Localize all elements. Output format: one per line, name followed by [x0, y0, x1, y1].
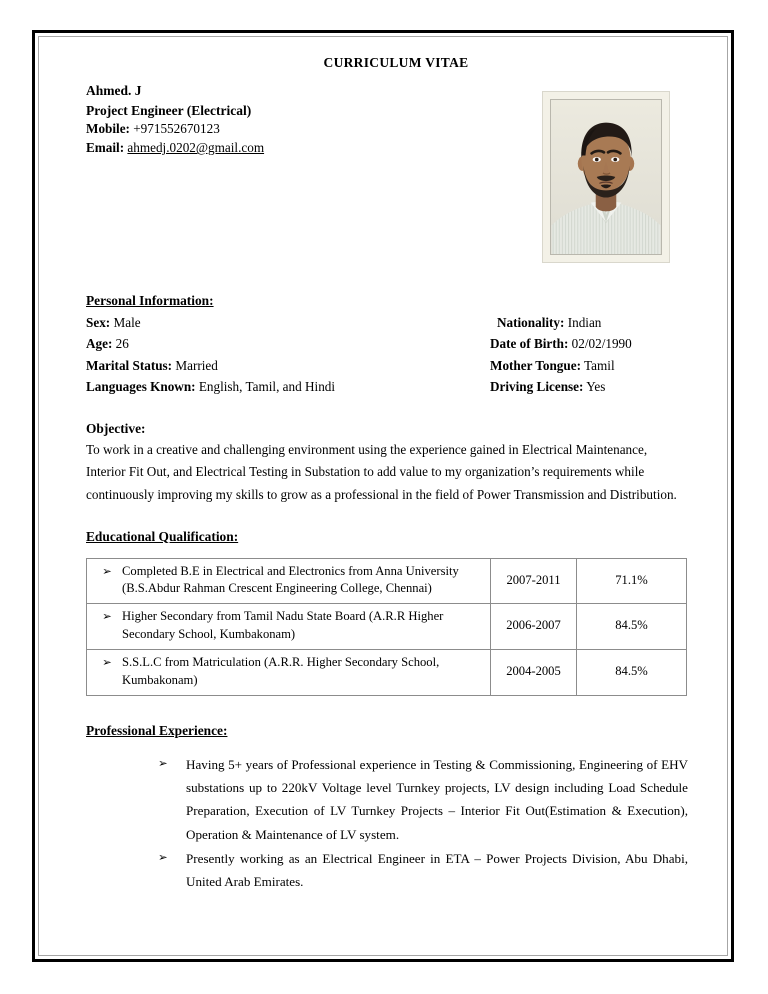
personal-info-row — [86, 312, 688, 333]
personal-info-left — [86, 376, 490, 397]
header-block — [86, 81, 688, 263]
table-row — [87, 558, 687, 604]
arrow-bullet-icon: ➢ — [102, 609, 112, 624]
personal-info-right — [490, 312, 688, 333]
mother-tongue-value: Tamil — [584, 357, 615, 373]
nationality-value: Indian — [567, 315, 602, 330]
personal-info-left — [86, 312, 490, 333]
education-years-cell: 2007-2011 — [491, 558, 577, 604]
experience-item-text: Presently working as an Electrical Engineer in ETA – Power Projects Division, Abu Dhabi, United Arab Emirates. — [186, 851, 688, 890]
education-percentage-cell: 71.1% — [577, 558, 687, 604]
education-section — [86, 529, 688, 696]
candidate-name: Ahmed. J — [86, 83, 142, 98]
languages-label: Languages Known: — [86, 379, 196, 395]
portrait-illustration — [551, 100, 661, 254]
age-value: 26 — [115, 336, 129, 352]
education-years-cell: 2006-2007 — [491, 604, 577, 650]
arrow-bullet-icon: ➢ — [102, 563, 112, 578]
mobile-label: Mobile: — [86, 121, 130, 137]
education-percentage-cell: 84.5% — [577, 650, 687, 696]
education-table — [86, 558, 687, 696]
objective-text: To work in a creative and challenging environment using the experience gained in Electrical Maintenance, Interior Fit Out, and Electrical Testing in Substation to add value to my organization’s requirements while continuously improving my skills to grow as a professional in the field of Power Transmission and Distribution. — [86, 441, 677, 502]
education-description: Completed B.E in Electrical and Electronics from Anna University (B.S.Abdur Rahman Crescent Engineering College, Chennai) — [122, 563, 459, 596]
personal-information-rows — [86, 312, 688, 398]
list-item — [158, 847, 688, 894]
personal-information-heading: Personal Information: — [86, 293, 214, 308]
experience-heading: Professional Experience: — [86, 722, 228, 738]
marital-status-value: Married — [175, 357, 218, 373]
mobile-value: +971552670123 — [133, 121, 220, 137]
education-heading: Educational Qualification: — [86, 528, 239, 544]
personal-info-row — [86, 376, 688, 397]
experience-list — [86, 753, 688, 894]
education-description: Higher Secondary from Tamil Nadu State Board (A.R.R Higher Secondary School, Kumbakonam) — [122, 609, 444, 642]
personal-info-left — [86, 333, 490, 354]
arrow-bullet-icon: ➢ — [158, 850, 168, 865]
personal-info-right — [490, 376, 688, 397]
dob-value: 02/02/1990 — [571, 336, 632, 352]
education-description-cell — [87, 558, 491, 604]
email-label: Email: — [86, 140, 125, 156]
nationality-label: Nationality: — [497, 315, 565, 330]
personal-info-right — [490, 355, 688, 376]
email-value[interactable]: ahmedj.0202@gmail.com — [127, 140, 265, 156]
arrow-bullet-icon: ➢ — [102, 655, 112, 670]
identity-block — [86, 81, 506, 158]
photo-frame — [542, 91, 670, 263]
objective-section — [86, 421, 688, 507]
sex-value: Male — [113, 315, 141, 330]
personal-information-section — [86, 293, 688, 398]
table-row — [87, 604, 687, 650]
personal-info-row — [86, 355, 688, 376]
personal-info-row — [86, 333, 688, 354]
education-percentage-cell: 84.5% — [577, 604, 687, 650]
personal-info-right — [490, 333, 688, 354]
experience-section — [86, 723, 688, 894]
arrow-bullet-icon: ➢ — [158, 755, 168, 770]
candidate-role: Project Engineer (Electrical) — [86, 102, 252, 118]
education-years-cell: 2004-2005 — [491, 650, 577, 696]
objective-heading: Objective: — [86, 420, 146, 436]
education-description-cell — [87, 604, 491, 650]
sex-label: Sex: — [86, 315, 111, 330]
candidate-name-line — [86, 81, 506, 101]
mobile-line — [86, 120, 506, 139]
languages-value: English, Tamil, and Hindi — [198, 379, 336, 395]
candidate-photo — [550, 99, 662, 255]
document-content — [86, 55, 688, 895]
mother-tongue-label: Mother Tongue: — [490, 357, 581, 373]
dob-label: Date of Birth: — [490, 336, 569, 352]
education-description-cell — [87, 650, 491, 696]
candidate-role-line — [86, 101, 506, 121]
age-label: Age: — [86, 336, 113, 352]
driving-license-label: Driving License: — [490, 379, 584, 395]
table-row — [87, 650, 687, 696]
experience-item-text: Having 5+ years of Professional experience in Testing & Commissioning, Engineering of EHV substations up to 220kV Voltage level Turnkey projects, LV design including Load Schedule Preparation, Execution of LV Turnkey Projects – Interior Fit Out(Estimation & Execution), Operation & Maintenance of LV system. — [186, 756, 688, 842]
marital-status-label: Marital Status: — [86, 357, 173, 373]
page-title: CURRICULUM VITAE — [323, 55, 469, 70]
personal-info-left — [86, 355, 490, 376]
list-item — [158, 753, 688, 846]
education-description: S.S.L.C from Matriculation (A.R.R. Higher Secondary School, Kumbakonam) — [122, 655, 440, 687]
driving-license-value: Yes — [586, 379, 606, 395]
email-line — [86, 139, 506, 158]
